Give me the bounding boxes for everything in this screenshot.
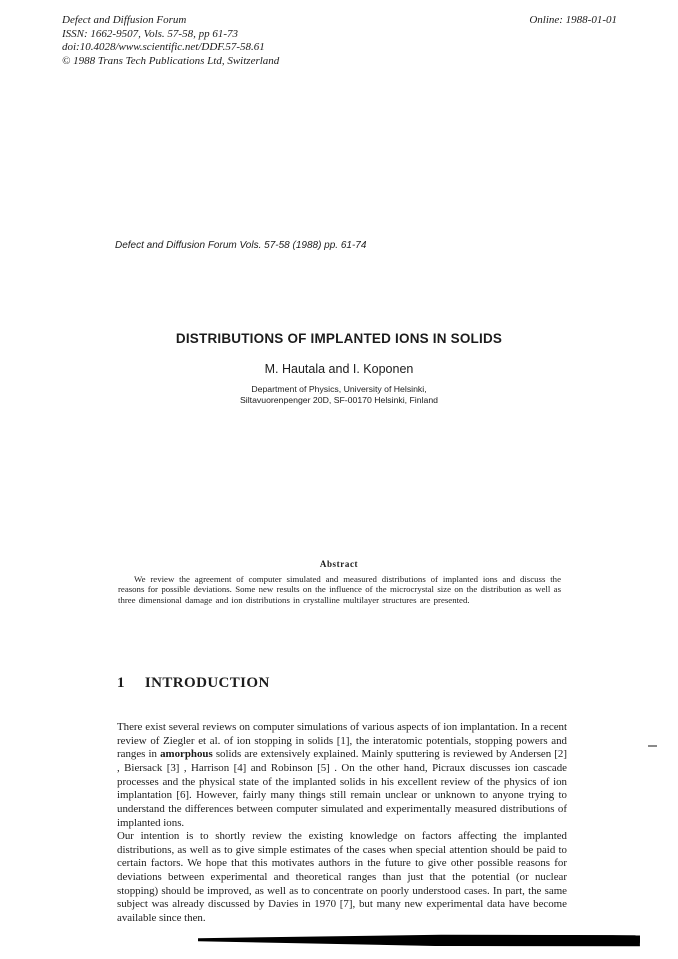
paragraph-1-text-a: There exist several reviews on computer simulations of various aspects of ion implantation. In a recent review of Ziegler et al. of ion stopping in solids [1], the interatomic potentials, stopping powers and ranges in bbox=[117, 720, 567, 761]
section-1-heading bbox=[117, 675, 270, 692]
intro-paragraph-2: Our intention is to shortly review the existing knowledge on factors affecting the implanted distributions, as well as to give simple estimates of the cases when special attention should be paid to certain factors. We hope that this motivates authors in the future to give other possible reasons for deviations between experimental and theoretical ranges than just that the potential (or nuclear stopping) should be improved, as well as to concentrate on poorly understood cases. In part, the same subject was already discussed by Davies in 1970 [7], but many new experimental data have become available since then. bbox=[117, 829, 567, 925]
citation-line: Defect and Diffusion Forum Vols. 57-58 (1988) pp. 61-74 bbox=[115, 240, 367, 251]
intro-paragraph-1 bbox=[117, 721, 567, 831]
journal-doi-line: doi:10.4028/www.scientific.net/DDF.57-58.61 bbox=[62, 41, 265, 53]
authors-line: M. Hautala and I. Koponen bbox=[264, 362, 414, 376]
section-1-number: 1 bbox=[117, 675, 125, 691]
journal-copyright-line: © 1988 Trans Tech Publications Ltd, Switzerland bbox=[62, 54, 280, 67]
section-1-title: INTRODUCTION bbox=[144, 675, 270, 691]
online-date: Online: 1988-01-01 bbox=[529, 14, 617, 26]
journal-name: Defect and Diffusion Forum bbox=[62, 14, 187, 26]
affiliation-line-2: Siltavuorenpenger 20D, SF-00170 Helsinki, Finland bbox=[240, 395, 438, 405]
journal-issn-line: ISSN: 1662-9507, Vols. 57-58, pp 61-73 bbox=[62, 27, 238, 40]
affiliation-line-1: Department of Physics, University of Helsinki, bbox=[251, 384, 427, 394]
journal-header bbox=[62, 14, 279, 68]
scan-artifact-mark bbox=[648, 745, 657, 747]
abstract-heading: Abstract bbox=[319, 559, 359, 569]
affiliation-block bbox=[0, 384, 678, 406]
paper-title: DISTRIBUTIONS OF IMPLANTED IONS IN SOLIDS bbox=[175, 331, 503, 346]
paragraph-1-bold-amorphous: amorphous bbox=[160, 748, 213, 761]
paragraph-1-text-b: solids are extensively explained. Mainly sputtering is reviewed by Andersen [2] , Biersack [3] , Harrison [4] and Robinson [5] . On the other hand, Picraux discusses ion cascade processes and the physical state of the implanted solids in his excellent review of the physics of ion implantation [6]. However, fairly many things still remain unclear or unknown to anyone trying to understand the differences between computer simulated and experimentally measured distributions of implanted ions. bbox=[117, 748, 567, 829]
abstract-text: We review the agreement of computer simulated and measured distributions of implanted ions and discuss the reasons for possible deviations. Some new results on the influence of the microcrystal size on the distribution as well as three dimensional damage and ion distributions in crystalline multilayer structures are presented. bbox=[118, 574, 561, 605]
scan-artifact-bottom-bar bbox=[198, 933, 640, 947]
